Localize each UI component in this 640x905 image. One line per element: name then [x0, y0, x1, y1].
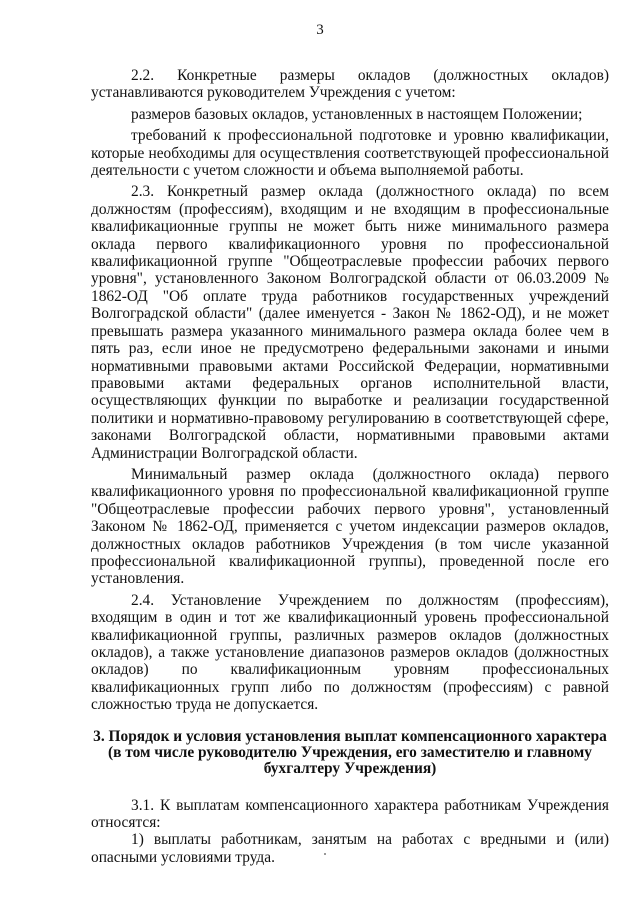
- paragraph-3-1: 3.1. К выплатам компенсационного характера работникам Учреждения относятся:: [91, 796, 609, 832]
- document-body: [91, 67, 609, 866]
- scan-speck: [324, 853, 326, 855]
- paragraph-requirements: требований к профессиональной подготовке и уровню квалификации, которые необходимы для осуществления соответствующей профессиональной деятельности с учетом сложности и объема выполняемой работы.: [91, 127, 609, 180]
- paragraph-2-4: 2.4. Установление Учреждением по должностям (профессиям), входящим в один и тот же квалификационный уровень профессиональной квалификационной группы, различных размеров окладов (должностных окладов), а также установление диапазонов размеров окладов (должностных окладов) по квалификационным уровням профессиональных квалификационных групп либо по должностям (профессиям) с равной сложностью труда не допускается.: [91, 591, 609, 714]
- page-number: 3: [316, 22, 324, 38]
- paragraph-minimum-salary: Минимальный размер оклада (должностного оклада) первого квалификационного уровня по профессиональной квалификационной группе "Общеотраслевые профессии рабочих первого уровня", установленный Законом № 1862-ОД, применяется с учетом индексации размеров окладов, должностных окладов работников Учреждения (в том числе указанной профессиональной квалификационной группы), проведенной после его установления.: [91, 465, 609, 588]
- paragraph-base-salaries: размеров базовых окладов, установленных в настоящем Положении;: [131, 105, 583, 123]
- paragraph-2-2: 2.2. Конкретные размеры окладов (должностных окладов) устанавливаются руководителем Учреждения с учетом:: [91, 67, 609, 102]
- section-3-heading: 3. Порядок и условия установления выплат компенсационного характера (в том числе руководителю Учреждения, его заместителю и главному бухгалтеру Учреждения): [93, 727, 607, 777]
- paragraph-2-3: 2.3. Конкретный размер оклада (должностного оклада) по всем должностям (профессиям), входящим и не входящим в профессиональные квалификационные группы не может быть ниже минимального размера оклада первого квалификационного уровня по профессиональной квалификационной группе "Общеотраслевые профессии рабочих первого уровня", установленного Законом Волгоградской области от 06.03.2009 № 1862-ОД "Об оплате труда работников государственных учреждений Волгоградской области" (далее именуется - Закон № 1862-ОД), и не может превышать размера указанного минимального размера оклада более чем в пять раз, если иное не предусмотрено федеральными законами и иными нормативными правовыми актами Российской Федерации, нормативными правовыми актами федеральных органов исполнительной власти, осуществляющих функции по выработке и реализации государственной политики и нормативно-правовому регулированию в соответствующей сфере, законами Волгоградской области, нормативными правовыми актами Администрации Волгоградской области.: [91, 183, 609, 462]
- paragraph-3-1-item-1: 1) выплаты работникам, занятым на работах с вредными и (или) опасными условиями труда.: [91, 831, 609, 866]
